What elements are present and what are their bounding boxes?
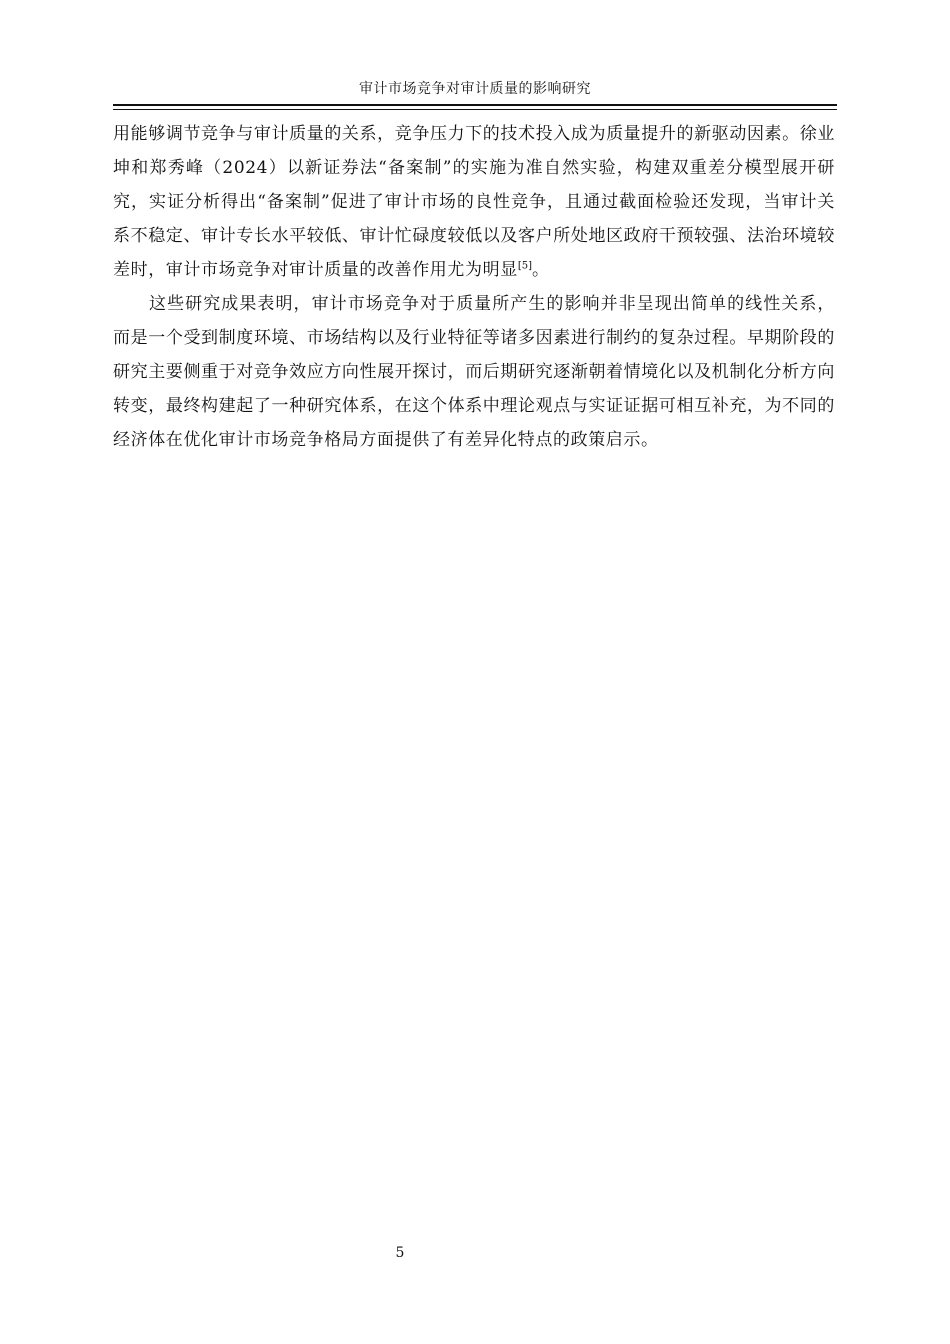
citation-reference: [5] [517,260,532,272]
header-rule-thin [113,109,837,110]
paragraph-1-text: 用能够调节竞争与审计质量的关系，竞争压力下的技术投入成为质量提升的新驱动因素。徐业坤和郑秀峰（2024）以新证券法“备案制”的实施为准自然实验，构建双重差分模型展开研究，实证分析得出“备案制”促进了审计市场的良性竞争，且通过截面检验还发现，当审计关系不稳定、审计专长水平较低、审计忙碌度较低以及客户所处地区政府干预较强、法治环境较差时，审计市场竞争对审计质量的改善作用尤为明显 [113,124,835,280]
paragraph-1 [113,117,835,287]
body-text [113,117,835,457]
header-rule-thick [113,104,837,106]
running-header: 审计市场竞争对审计质量的影响研究 [359,81,591,97]
page-number: 5 [395,1245,405,1261]
paragraph-2 [113,287,835,457]
paragraph-2-text: 这些研究成果表明，审计市场竞争对于质量所产生的影响并非呈现出简单的线性关系，而是一个受到制度环境、市场结构以及行业特征等诸多因素进行制约的复杂过程。早期阶段的研究主要侧重于对竞争效应方向性展开探讨，而后期研究逐渐朝着情境化以及机制化分析方向转变，最终构建起了一种研究体系，在这个体系中理论观点与实证证据可相互补充，为不同的经济体在优化审计市场竞争格局方面提供了有差异化特点的政策启示。 [113,294,835,450]
paragraph-1-trailing: 。 [531,260,550,280]
